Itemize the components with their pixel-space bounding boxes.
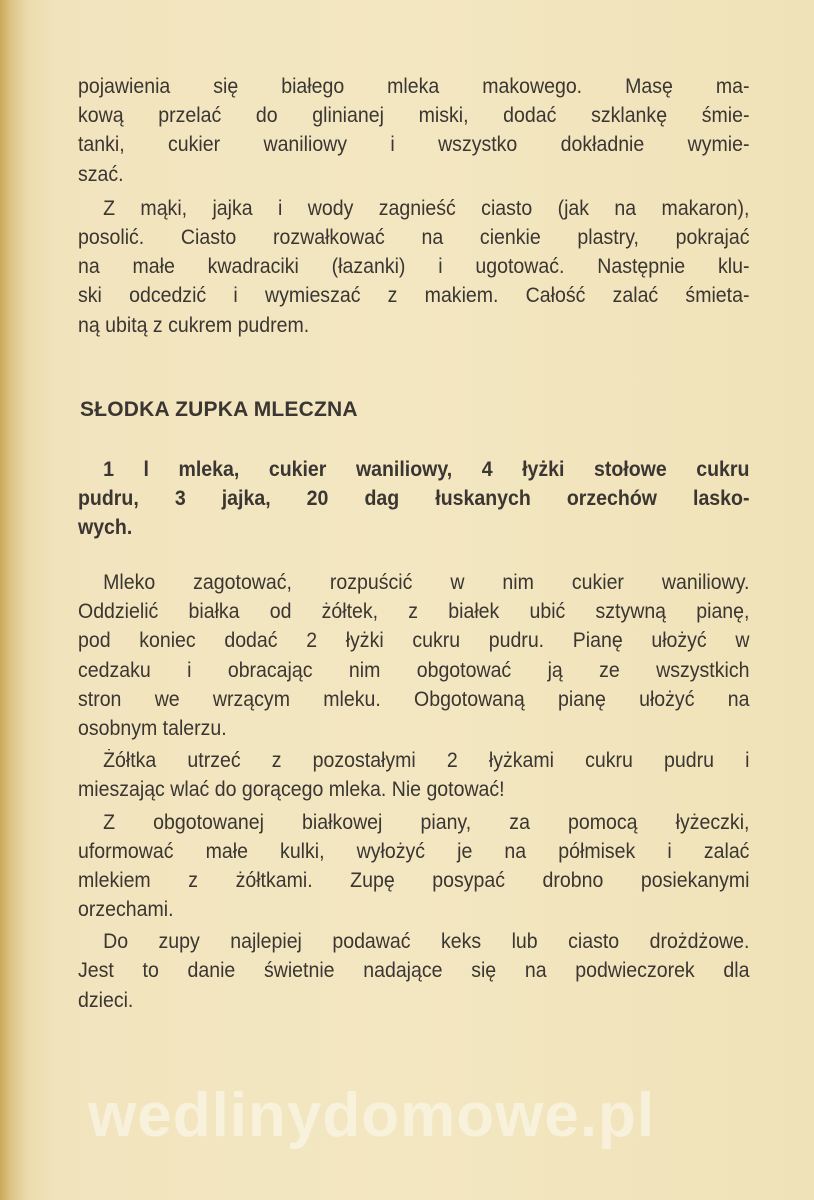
text-line: Jest to danie świetnie nadające się na podwieczorek dla: [78, 959, 750, 983]
text-line: Żółtka utrzeć z pozostałymi 2 łyżkami cukru pudru i: [103, 749, 750, 773]
text-line: na małe kwadraciki (łazanki) i ugotować. Następnie klu-: [78, 255, 750, 279]
text-line: uformować małe kulki, wyłożyć je na półmisek i zalać: [78, 839, 750, 863]
text-line: cedzaku i obracając nim obgotować ją ze wszystkich: [78, 658, 750, 682]
text-line: pod koniec dodać 2 łyżki cukru pudru. Pianę ułożyć w: [78, 629, 750, 653]
text-line: ną ubitą z cukrem pudrem.: [78, 313, 310, 337]
text-line: dzieci.: [78, 988, 134, 1012]
text-line: kową przelać do glinianej miski, dodać szklankę śmie-: [78, 104, 750, 128]
instructions: [78, 568, 750, 1015]
text-line: Z obgotowanej białkowej piany, za pomocą łyżeczki,: [103, 810, 750, 834]
text-line: Mleko zagotować, rozpuścić w nim cukier waniliowy.: [103, 571, 750, 594]
watermark: wedlinydomowe.pl: [88, 1081, 656, 1150]
text-line: tanki, cukier waniliowy i wszystko dokładnie wymie-: [78, 133, 750, 157]
text-line: Z mąki, jajka i wody zagnieść ciasto (jak na makaron),: [103, 196, 750, 220]
text-line: posolić. Ciasto rozwałkować na cienkie plastry, pokrajać: [78, 225, 750, 249]
text-line: 1 l mleka, cukier waniliowy, 4 łyżki stołowe cukru: [103, 458, 750, 481]
text-line: ski odcedzić i wymieszać z makiem. Całość zalać śmieta-: [78, 284, 750, 308]
text-line: Oddzielić białka od żółtek, z białek ubić sztywną pianę,: [78, 600, 750, 624]
text-line: osobnym talerzu.: [78, 716, 227, 740]
recipe-title: SŁODKA ZUPKA MLECZNA: [80, 398, 358, 421]
text-line: pojawienia się białego mleka makowego. Masę ma-: [78, 75, 750, 98]
text-line: wych.: [78, 516, 133, 540]
ingredients: [78, 455, 750, 543]
text-line: Do zupy najlepiej podawać keks lub ciasto drożdżowe.: [103, 930, 750, 954]
text-line: stron we wrzącym mleku. Obgotowaną pianę ułożyć na: [78, 687, 750, 711]
text-line: mlekiem z żółtkami. Zupę posypać drobno posiekanymi: [78, 868, 750, 892]
text-line: szać.: [78, 162, 124, 186]
text-line: mieszając wlać do gorącego mleka. Nie gotować!: [78, 778, 505, 802]
text-line: pudru, 3 jajka, 20 dag łuskanych orzechów lasko-: [78, 487, 750, 511]
text-line: orzechami.: [78, 898, 174, 922]
top-text: [78, 72, 750, 340]
